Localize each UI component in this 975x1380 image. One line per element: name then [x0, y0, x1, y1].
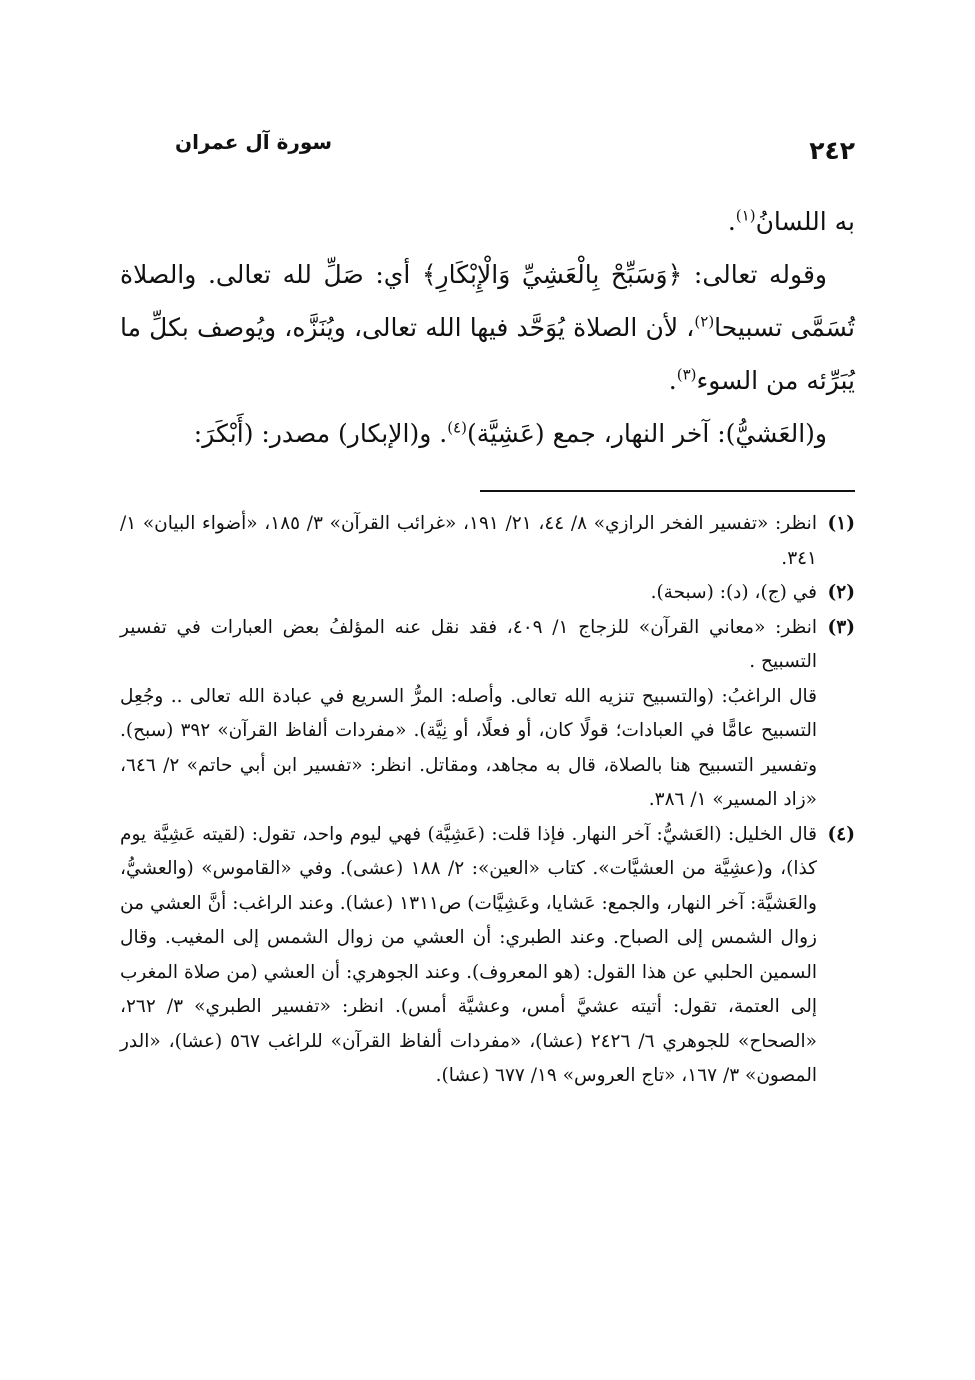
footnote-4 [120, 818, 855, 1094]
page-number: ٢٤٢ [809, 136, 855, 165]
footnote-text: قال الخليل: (العَشيُّ: آخر النهار. فإذا قلت: (عَشِيَّة) فهي ليوم واحد، تقول: (لقيته عَشِيَّة يوم كذا)، و(عشِيَّة من العشيَّات». كتاب «العين»: ٢/ ١٨٨ (عشى). وفي «القاموس» (والعشيُّ، والعَشيَّة: آخر النهار، والجمع: عَشايا، وعَشِيَّات) ص١٣١١ (عشا). وعند الراغب: أنَّ العشي من زوال الشمس إلى الصباح. وعند الطبري: أن العشي من زوال الشمس إلى المغيب. وقال السمين الحلبي عن هذا القول: (هو المعروف). وعند الجوهري: أن العشي (من صلاة المغرب إلى العتمة، تقول: أتيته عشيَّ أمس، وعشيَّة أمس). انظر: «تفسير الطبري» ٣/ ٢٦٢، «الصحاح» للجوهري ٦/ ٢٤٢٦ (عشا)، «مفردات ألفاظ القرآن» للراغب ٥٦٧ (عشا)، «الدر المصون» ٣/ ١٦٧، «تاج العروس» ١٩/ ٦٧٧ (عشا). [120, 823, 817, 1086]
footnotes-section [120, 507, 855, 1094]
footnote-text-continued: قال الراغبُ: (والتسبيح تنزيه الله تعالى. وأصله: المرُّ السريع في عبادة الله تعالى .. وجُعِل التسبيح عامًّا في العبادات؛ قولًا كان، أو فعلًا، أو نِيَّة). «مفردات ألفاظ القرآن» ٣٩٢ (سبح). وتفسير التسبيح هنا بالصلاة، قال به مجاهد، ومقاتل. انظر: «تفسير ابن أبي حاتم» ٢/ ٦٤٦، «زاد المسير» ١/ ٣٨٦. [120, 685, 818, 810]
body-line-1-tail: . [727, 207, 736, 236]
para2-rest: أي: صَلِّ لله تعالى. والصلاة تُسَمَّى تسبيحا [120, 260, 855, 342]
footnote-number: (٣) [827, 616, 855, 638]
footnote-text: انظر: «معاني القرآن» للزجاج ١/ ٤٠٩، فقد نقل عنه المؤلفُ بعض العبارات في تفسير التسبيح . [120, 616, 818, 672]
footnote-ref-3[interactable]: (٣) [676, 365, 697, 384]
surah-title: سورة آل عمران [175, 130, 333, 154]
para3-rest: . و(الإبكار) مصدر: (أَبْكَرَ: [193, 419, 448, 448]
footnote-text: في (ج)، (د): (سبحة). [650, 582, 817, 603]
body-paragraph-3 [120, 407, 855, 460]
footnote-ref-2[interactable]: (٢) [694, 312, 715, 331]
main-text [120, 195, 855, 460]
para3-text: و(العَشيُّ): آخر النهار، جمع (عَشِيَّة) [466, 419, 827, 448]
body-paragraph-2 [120, 248, 855, 407]
footnote-divider [480, 490, 855, 492]
footnote-text: انظر: «تفسير الفخر الرازي» ٨/ ٤٤، ٢١/ ١٩١، «غرائب القرآن» ٣/ ١٨٥، «أضواء البيان» ١/ ٣٤١. [120, 513, 817, 569]
para2-rest2: ، لأن الصلاة يُوَحَّد فيها الله تعالى، ويُنَزَّه، ويُوصف بكلِّ ما يُبَرِّئه من السوء [120, 313, 855, 395]
para2-tail: . [668, 366, 677, 395]
footnote-1 [120, 507, 855, 576]
footnote-2 [120, 576, 855, 611]
footnote-ref-1[interactable]: (١) [735, 206, 756, 225]
footnote-number: (٤) [827, 823, 855, 845]
footnote-number: (١) [827, 513, 855, 534]
para2-lead: وقوله تعالى: [682, 260, 827, 289]
body-line-1 [120, 195, 855, 248]
footnote-ref-4[interactable]: (٤) [447, 418, 467, 437]
footnote-3 [120, 611, 855, 818]
footnote-number: (٢) [827, 582, 855, 603]
quran-verse: ﴿وَسَبِّحْ بِالْعَشِيِّ وَالْإِبْكَارِ﴾ [421, 260, 683, 289]
body-line-1-text: به اللسانُ [755, 207, 855, 236]
